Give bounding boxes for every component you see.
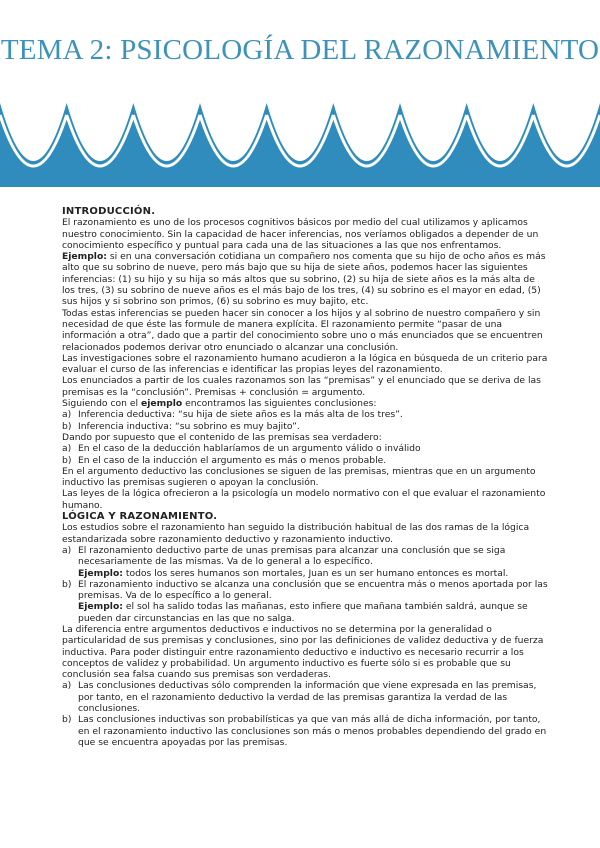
wave-banner: [0, 95, 600, 190]
list-marker: b): [62, 578, 72, 590]
list-marker: b): [62, 714, 72, 726]
list-item: [62, 443, 548, 454]
list-text: Las conclusiones deductivas sólo comprenden la información que viene expresada en las premisas, por tanto, en el razonamiento deductivo la verdad de las premisas garantiza la verdad de las conclusiones.: [78, 680, 537, 715]
list-text: Las conclusiones inductivas son probabilísticas ya que van más allá de dicha información, por tanto, en el razonamiento inductivo las conclusiones son más o menos probables dependiendo del grado en que se encuentra apoyadas por las premisas.: [78, 714, 547, 748]
paragraph: En el argumento deductivo las conclusiones se siguen de las premisas, mientras que en un argumento inductivo las premisas sugieren o apoyan la conclusión.: [62, 465, 536, 489]
document-body: [62, 206, 548, 748]
list-text-main: El razonamiento inductivo se alcanza una conclusión que se encuentra más o menos aportada por las premisas. Va de lo específico a lo general.: [78, 578, 548, 602]
list-item: [62, 409, 548, 420]
paragraph: [62, 398, 548, 409]
list-text: En el caso de la deducción hablaríamos de un argumento válido o inválido: [78, 443, 421, 455]
text-run-bold: ejemplo: [140, 398, 183, 410]
paragraph: Las leyes de la lógica ofrecieron a la psicología un modelo normativo con el que evaluar el razonamiento humano.: [62, 488, 546, 511]
text-run: encontramos las siguientes conclusiones:: [182, 398, 377, 410]
example-text: el sol ha salido todas las mañanas, esto infiere que mañana también saldrá, aunque se pueden dar circunstancias en las que no salga.: [78, 601, 528, 624]
list-item: [62, 714, 548, 748]
list-marker: b): [62, 420, 72, 432]
list-text-main: El razonamiento deductivo parte de unas premisas para alcanzar una conclusión que se siga necesariamente de las mismas. Va de lo general a lo específico.: [78, 544, 506, 568]
example-paragraph: [62, 251, 548, 307]
list-marker: a): [62, 409, 72, 421]
list-item: [62, 680, 548, 714]
example-text: todos los seres humanos son mortales, Juan es un ser humano entonces es mortal.: [122, 567, 509, 579]
list-marker: a): [62, 680, 72, 692]
list-item: [62, 455, 548, 466]
paragraph: El razonamiento es uno de los procesos cognitivos básicos por medio del cual utilizamos y aplicamos nuestro conocimiento. Sin la capacidad de hacer inferencias, nos veríamos obligados a depender de un conocimiento específico y puntual para cada una de las situaciones a las que nos enfrentamos.: [62, 217, 539, 251]
paragraph: Los enunciados a partir de los cuales razonamos son las “premisas” y el enunciado que se deriva de las premisas es la “conclusión”. Premisas + conclusión = argumento.: [62, 375, 541, 398]
section-heading-logica: LÓGICA Y RAZONAMIENTO.: [62, 511, 218, 523]
list-marker: b): [62, 454, 72, 466]
list-marker: a): [62, 443, 72, 455]
list-text: [78, 545, 548, 579]
example-label: Ejemplo:: [62, 251, 107, 263]
paragraph: La diferencia entre argumentos deductivos e inductivos no se determina por la generalidad o particularidad de sus premisas y conclusiones, sino por las definiciones de validez deductiva y de fuerza inductiva. Para poder distinguir entre razonamiento deductivo e inductivo es necesario recurrir a los conceptos de validez y probabilidad. Un argumento inductivo es fuerte sólo si es probable que su conclusión sea falsa cuando sus premisas son verdaderas.: [62, 623, 544, 681]
page-header: [0, 0, 600, 190]
paragraph: Todas estas inferencias se pueden hacer sin conocer a los hijos y al sobrino de nuestro compañero y sin necesidad de que éste las formule de manera explícita. El razonamiento permite “pasar de una información a otra”, dado que a partir del conocimiento sobre uno o más enunciados que se encuentren relacionados podemos derivar otro enunciado o alcanzar una conclusión.: [62, 307, 543, 353]
paragraph: Los estudios sobre el razonamiento han seguido la distribución habitual de las dos ramas de la lógica estandarizada sobre razonamiento deductivo y razonamiento inductivo.: [62, 522, 530, 545]
list-text: En el caso de la inducción el argumento es más o menos probable.: [78, 454, 387, 466]
section-heading-introduccion: INTRODUCCIÓN.: [62, 206, 156, 217]
paragraph: Dando por supuesto que el contenido de las premisas sea verdadero:: [62, 431, 382, 443]
paragraph: Las investigaciones sobre el razonamiento humano acudieron a la lógica en búsqueda de un criterio para evaluar el curso de las inferencias e identificar las propias leyes del razonamiento.: [62, 352, 548, 376]
list-item: [62, 545, 548, 579]
example-label: Ejemplo:: [78, 601, 123, 613]
list-marker: a): [62, 544, 72, 556]
list-text: Inferencia deductiva: “su hija de siete años es la más alta de los tres”.: [78, 409, 403, 421]
example-text: si en una conversación cotidiana un compañero nos comenta que su hijo de ocho años es más alto que su sobrino de nueve, pero más bajo que su hija de siete años, podemos hacer las siguientes inferencias: (1) su hijo y su hija so más altos que su sobrino, (2) su hija de siete años es la más alta de los tres, (3) su sobrino de nueve años es el más bajo de los tres, (4) su sobrino es el mayor en edad, (5) sus hijos y si sobrino son primos, (6) su sobrino es muy bajito, etc.: [62, 251, 546, 308]
list-text: Inferencia inductiva: “su sobrino es muy bajito”.: [78, 420, 300, 432]
list-item: [62, 579, 548, 624]
page-title: TEMA 2: PSICOLOGÍA DEL RAZONAMIENTO: [0, 34, 600, 66]
text-run: Siguiendo con el: [62, 398, 141, 410]
list-text: [78, 579, 548, 624]
example-label: Ejemplo:: [78, 567, 123, 579]
wave-decoration: [0, 103, 600, 187]
list-item: [62, 421, 548, 432]
